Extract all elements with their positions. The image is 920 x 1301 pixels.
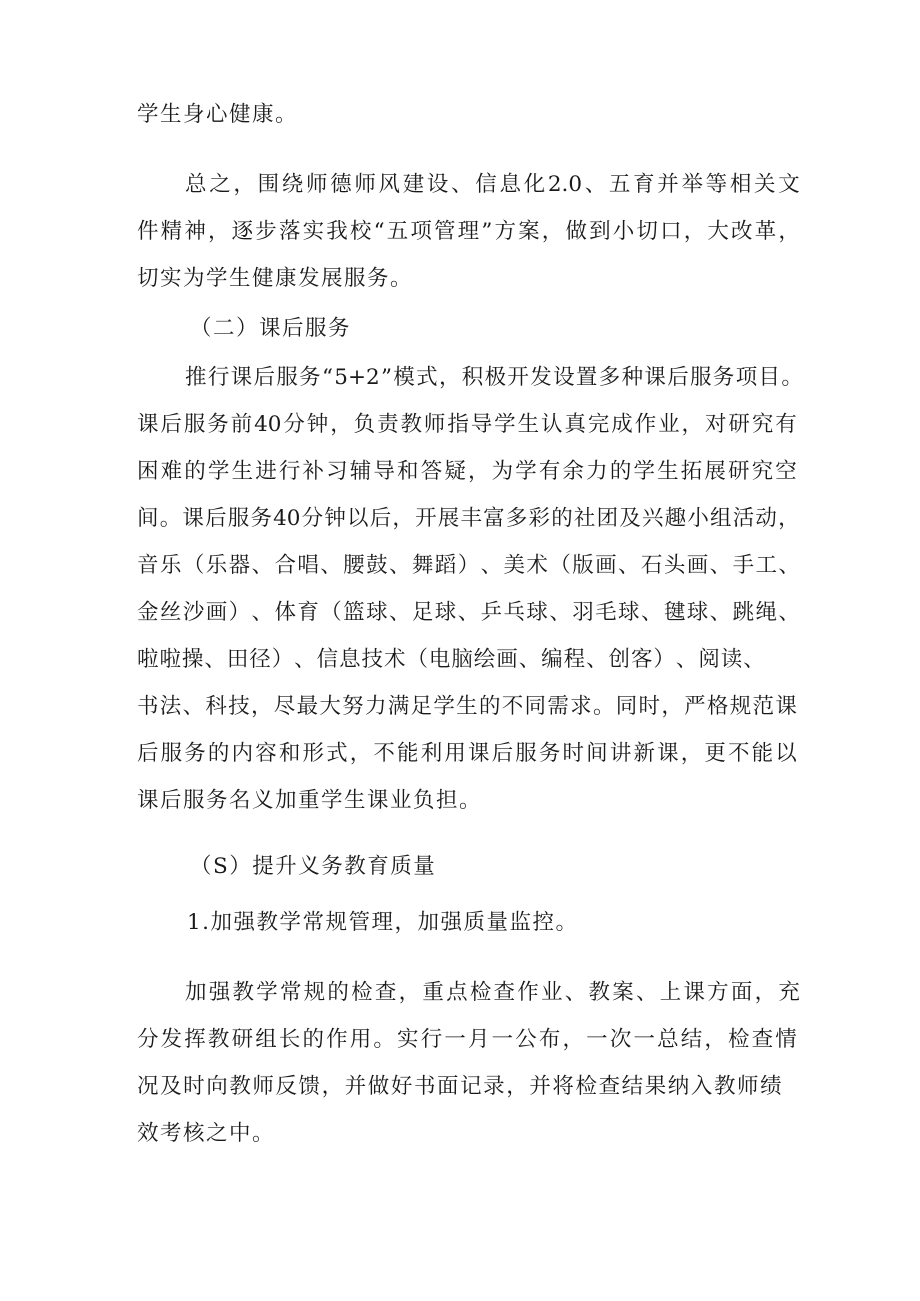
text-line: 后 服 务 的 内 容 和 形 式 ， 不 能 利 用 课 后 服 务 时 间 讲 新 课 ， 更 不 能 以 [137,741,797,766]
text-line: 推 行 课 后 服 务 “ 5+2 ” 模 式 ， 积 极 开 发 设 置 多 种 课 后 服 务 项 目 。 [185,365,803,390]
text-line: 啦 啦 操 、 田 径 ） 、 信 息 技 术 （ 电 脑 绘 画 、 编 程 、 创 客 ） 、 阅 读 、 [137,647,765,672]
text-line: 加 强 教 学 常 规 的 检 查 ， 重 点 检 查 作 业 、 教 案 、 上 课 方 面 ， 充 [185,980,800,1005]
text-line: 分 发 挥 教 研 组 长 的 作 用 。 实 行 一 月 一 公 布 ， 一 次 一 总 结 ， 检 查 情 [137,1027,797,1052]
text-line: 学生身心健康。 [137,102,299,127]
section-heading: （二）课后服务 [190,316,352,341]
text-line: 课后服务名义加重学生课业负担。 [137,788,483,813]
text-line: 金 丝 沙 画 ） 、 体 育 （ 篮 球 、 足 球 、 乒 乓 球 、 羽 毛 球 、 毽 球 、 跳 绳 、 [137,600,800,625]
text-line: 况 及 时 向 教 师 反 馈 ， 并 做 好 书 面 记 录 ， 并 将 检 查 结 果 纳 入 教 师 绩 [137,1074,782,1099]
text-line: 总 之 ， 围 绕 师 德 师 风 建 设 、 信 息 化 2.0 、 五 育 并 举 等 相 关 文 [185,172,800,197]
text-line: 课 后 服 务 前 40 分 钟 ， 负 责 教 师 指 导 学 生 认 真 完 成 作 业 ， 对 研 究 有 [137,412,797,437]
text-line: 件 精 神 ， 逐 步 落 实 我 校 “ 五 项 管 理 ” 方 案 ， 做 到 小 切 口 ， 大 改 革 ， [137,219,800,244]
section-heading: （S）提升义务教育质量 [190,854,437,879]
text-line: 音 乐 （ 乐 器 、 合 唱 、 腰 鼓 、 舞 蹈 ） 、 美 术 （ 版 画 、 石 头 画 、 手 工 、 [137,553,800,578]
text-line: 间 。 课 后 服 务 40 分 钟 以 后 ， 开 展 丰 富 多 彩 的 社 团 及 兴 趣 小 组 活 动 ， [137,506,800,531]
text-line: 效考核之中。 [137,1121,276,1146]
text-line: 书 法 、 科 技 ， 尽 最 大 努 力 满 足 学 生 的 不 同 需 求 。 同 时 ， 严 格 规 范 课 [137,694,797,719]
subsection-heading: 1.加强教学常规管理，加强质量监控。 [187,910,579,935]
text-line: 切实为学生健康发展服务。 [137,266,414,291]
text-line: 困 难 的 学 生 进 行 补 习 辅 导 和 答 疑 ， 为 学 有 余 力 的 学 生 拓 展 研 究 空 [137,459,797,484]
